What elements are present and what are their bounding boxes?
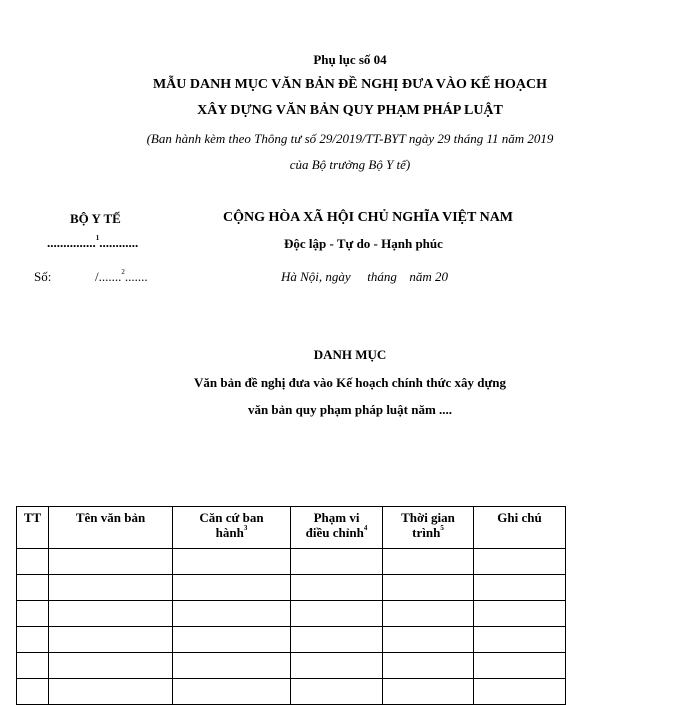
table-cell[interactable] (173, 601, 291, 627)
table-cell[interactable] (383, 549, 474, 575)
document-title-line1: MẪU DANH MỤC VĂN BẢN ĐỀ NGHỊ ĐƯA VÀO KẾ HOẠCH (152, 77, 548, 92)
unit-placeholder (47, 235, 138, 251)
table-row (17, 679, 566, 705)
column-scope (291, 507, 383, 549)
document-title-line2: XÂY DỰNG VĂN BẢN QUY PHẠM PHÁP LUẬT (197, 103, 503, 118)
table-cell[interactable] (17, 575, 49, 601)
table-cell[interactable] (383, 575, 474, 601)
ministry-name: BỘ Y TẾ (70, 211, 121, 226)
number-placeholder (95, 269, 148, 285)
table-cell[interactable] (474, 549, 566, 575)
footnote-3: 3 (243, 523, 248, 532)
table-cell[interactable] (49, 679, 173, 705)
table-cell[interactable] (291, 601, 383, 627)
table-cell[interactable] (17, 549, 49, 575)
column-submission-time-line1: Thời gian (401, 510, 455, 525)
table-header-row (17, 507, 566, 549)
column-submission-time (383, 507, 474, 549)
footnote-2: 2 (121, 267, 125, 276)
issued-by-line1: (Ban hành kèm theo Thông tư số 29/2019/TT-BYT ngày 29 tháng 11 năm 2019 (146, 131, 554, 146)
national-motto: Độc lập - Tự do - Hạnh phúc (284, 236, 443, 251)
table-cell[interactable] (291, 549, 383, 575)
table-cell[interactable] (17, 653, 49, 679)
table-cell[interactable] (291, 575, 383, 601)
table-cell[interactable] (474, 601, 566, 627)
footnote-1: 1 (95, 233, 100, 242)
column-scope-line1: Phạm vi (313, 510, 360, 525)
column-legal-basis-line2: hành (215, 525, 244, 540)
table-cell[interactable] (474, 653, 566, 679)
table-cell[interactable] (173, 549, 291, 575)
column-scope-line2: điều chỉnh (305, 525, 364, 540)
date-place-day: Hà Nội, ngày (281, 269, 351, 284)
number-slash: /....... (95, 269, 122, 284)
list-subtitle-line1: Văn bản đề nghị đưa vào Kế hoạch chính thức xây dựng (193, 375, 506, 390)
column-tt: TT (17, 507, 49, 549)
table-cell[interactable] (474, 575, 566, 601)
unit-dots-before: ............... (47, 235, 96, 250)
date-place-month: tháng (367, 269, 397, 284)
column-document-name: Tên văn bản (49, 507, 173, 549)
number-label: Số: (34, 269, 52, 284)
column-legal-basis (173, 507, 291, 549)
unit-dots-after: ............ (99, 235, 139, 250)
table-cell[interactable] (17, 627, 49, 653)
table-cell[interactable] (49, 549, 173, 575)
table-cell[interactable] (173, 679, 291, 705)
footnote-4: 4 (363, 523, 368, 532)
table-cell[interactable] (173, 653, 291, 679)
country-name: CỘNG HÒA XÃ HỘI CHỦ NGHĨA VIỆT NAM (223, 210, 514, 225)
table-cell[interactable] (173, 575, 291, 601)
column-legal-basis-line1: Căn cứ ban (199, 510, 264, 525)
table-cell[interactable] (474, 627, 566, 653)
list-subtitle-line2: văn bản quy phạm pháp luật năm .... (247, 402, 453, 417)
column-submission-time-line2: trình (412, 525, 441, 540)
table-cell[interactable] (17, 601, 49, 627)
table-cell[interactable] (173, 627, 291, 653)
table-row (17, 549, 566, 575)
table-cell[interactable] (383, 627, 474, 653)
table-cell[interactable] (49, 653, 173, 679)
table-cell[interactable] (383, 679, 474, 705)
column-notes: Ghi chú (474, 507, 566, 549)
table-row (17, 653, 566, 679)
table-cell[interactable] (17, 679, 49, 705)
date-place-year: năm 20 (409, 269, 448, 284)
list-heading: DANH MỤC (313, 347, 387, 362)
footnote-5: 5 (440, 523, 444, 532)
date-place (281, 269, 448, 285)
table-row (17, 627, 566, 653)
table-cell[interactable] (383, 653, 474, 679)
issued-by-line2: của Bộ trưởng Bộ Y tế) (289, 157, 411, 172)
table-cell[interactable] (49, 575, 173, 601)
number-dots-after: ....... (124, 269, 148, 284)
table-cell[interactable] (291, 627, 383, 653)
table-row (17, 601, 566, 627)
document-list-table (16, 506, 566, 705)
table-row (17, 575, 566, 601)
table-cell[interactable] (474, 679, 566, 705)
table-cell[interactable] (291, 653, 383, 679)
appendix-label: Phụ lục số 04 (313, 52, 387, 67)
table-cell[interactable] (291, 679, 383, 705)
table-cell[interactable] (49, 601, 173, 627)
table-cell[interactable] (383, 601, 474, 627)
table-cell[interactable] (49, 627, 173, 653)
